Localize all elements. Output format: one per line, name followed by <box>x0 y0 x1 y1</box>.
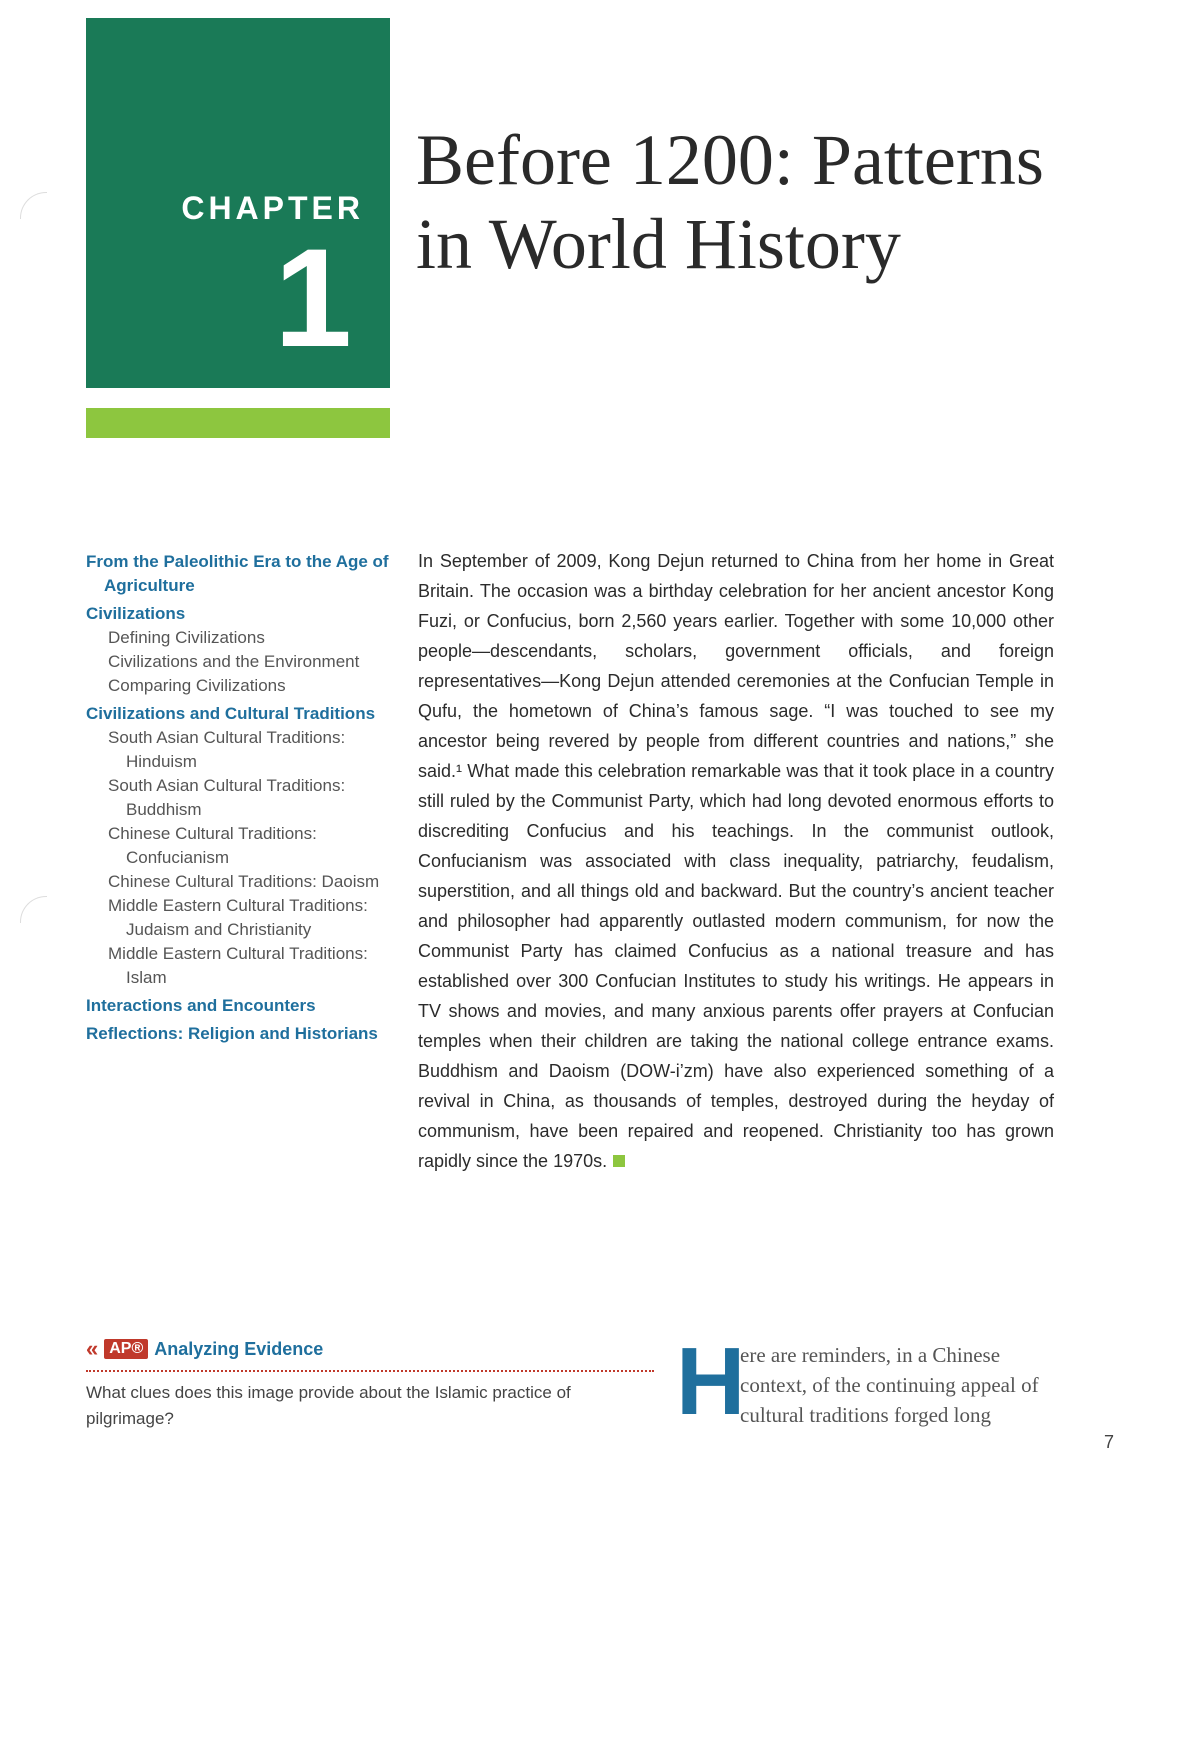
chapter-box <box>86 18 390 388</box>
intro-paragraph <box>418 546 1054 1176</box>
chapter-number: 1 <box>274 219 352 376</box>
margin-mark-middle <box>20 896 47 923</box>
evidence-heading-text: Analyzing Evidence <box>154 1338 324 1359</box>
chapter-label: CHAPTER <box>181 190 364 226</box>
chapter-title-line-2: in World History <box>416 204 901 284</box>
outline-section: Interactions and Encounters <box>86 996 316 1015</box>
outline-subsection: Comparing Civilizations <box>108 676 286 695</box>
outline-section: Civilizations <box>86 604 186 623</box>
end-mark-icon <box>613 1155 625 1167</box>
ap-badge: AP® <box>104 1339 148 1359</box>
outline-subsection: Civilizations and the Environment <box>108 652 360 671</box>
dropcap-paragraph <box>676 1328 1056 1435</box>
outline-subsection: Chinese Cultural Traditions: Confucianism <box>108 824 317 867</box>
margin-mark-top <box>20 192 47 219</box>
outline-subsection: Middle Eastern Cultural Traditions: Judaism and Christianity <box>108 896 368 939</box>
chapter-title-line-1: Before 1200: Patterns <box>416 120 1044 200</box>
outline-section: From the Paleolithic Era to the Age of Agriculture <box>86 552 389 595</box>
accent-bar <box>86 408 390 438</box>
dropcap-letter: H <box>676 1328 746 1435</box>
chevron-left-icon: « <box>86 1336 99 1361</box>
outline-subsection: South Asian Cultural Traditions: Hinduism <box>108 728 346 771</box>
chapter-outline <box>86 546 406 1046</box>
outline-section: Reflections: Religion and Historians <box>86 1024 378 1043</box>
page-number: 7 <box>1104 1432 1115 1452</box>
intro-text: In September of 2009, Kong Dejun returned to China from her home in Great Britain. The occasion was a birthday celebration for her ancient ancestor Kong Fuzi, or Confucius, born 2,560 years earlier. Together with some 10,000 other people—descendants, scholars, government officials, and foreign representatives—Kong Dejun attended ceremonies at the Confucian Temple in Qufu, the hometown of China’s famous sage. “I was touched to see my ancestor being revered by people from different countries and nations,” she said.¹ What made this celebration remarkable was that it took place in a country still ruled by the Communist Party, which had long devoted enormous efforts to discrediting Confucius and his teachings. In the communist outlook, Confucianism was associated with class inequality, patriarchy, feudalism, superstition, and all things old and backward. But the country’s ancient teacher and philosopher had apparently outlasted modern communism, for now the Communist Party has claimed Confucius as a national treasure and has established over 300 Confucian Institutes to study his writings. He appears in TV shows and movies, and many anxious parents offer prayers at Confucian temples when their children are taking the national college entrance exams. Buddhism and Daoism (DOW-i’zm) have also experienced something of a revival in China, as thousands of temples, destroyed during the heyday of communism, have been repaired and reopened. Christianity too has grown rapidly since the 1970s. <box>418 551 1054 1171</box>
outline-subsection: Defining Civilizations <box>108 628 265 647</box>
chapter-title <box>416 118 1116 286</box>
outline-section: Civilizations and Cultural Traditions <box>86 704 376 723</box>
outline-subsection: Chinese Cultural Traditions: Daoism <box>108 872 380 891</box>
analyzing-evidence-box <box>86 1336 654 1432</box>
dropcap-text: ere are reminders, in a Chinese context, of the continuing appeal of cultural traditions forged long <box>740 1343 1039 1427</box>
evidence-heading <box>86 1336 654 1372</box>
outline-subsection: South Asian Cultural Traditions: Buddhism <box>108 776 346 819</box>
outline-subsection: Middle Eastern Cultural Traditions: Islam <box>108 944 368 987</box>
evidence-question: What clues does this image provide about the Islamic practice of pilgrimage? <box>86 1383 571 1428</box>
